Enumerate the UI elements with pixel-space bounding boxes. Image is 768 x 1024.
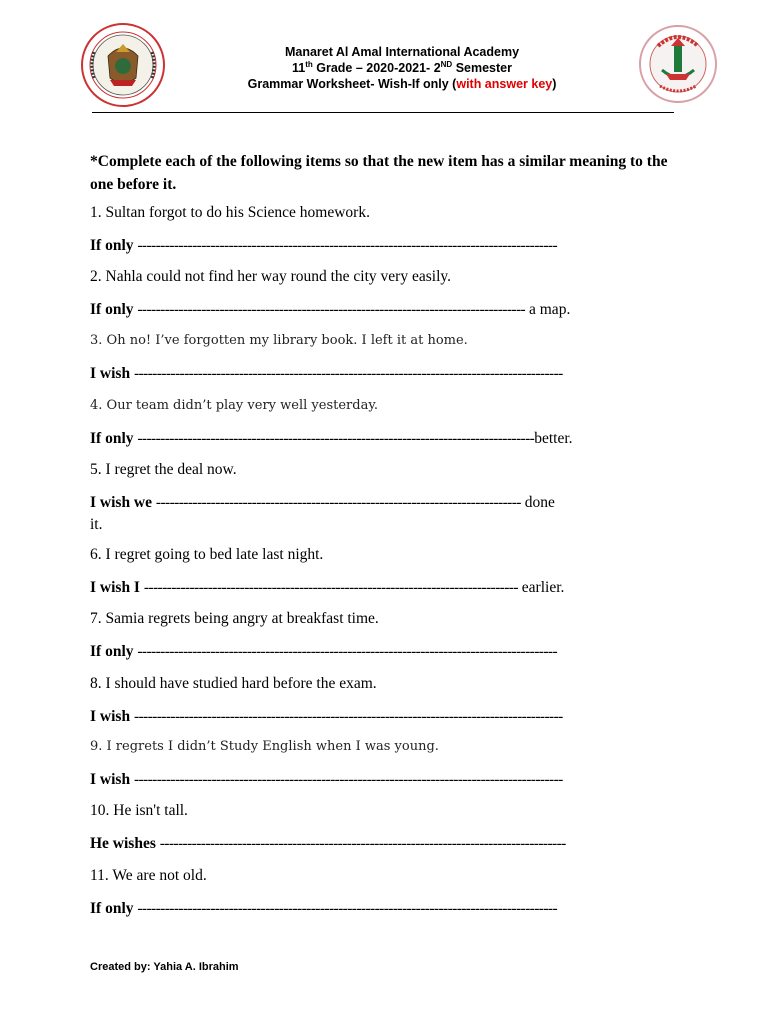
worksheet-title: Grammar Worksheet- Wish-If only (with answer key) [247,77,557,91]
question-sentence: 8. I should have studied hard before the exam. [90,675,377,692]
header-divider [92,112,674,113]
question-sentence: 11. We are not old. [90,867,207,884]
answer-line [90,898,680,920]
answer-wrap: it. [90,516,103,533]
grade-line: 11th Grade – 2020-2021- 2ND Semester [292,59,512,75]
instruction-text: *Complete each of the following items so that the new item has a similar meaning to the one before it. [90,153,668,193]
answer-blank[interactable]: ---------------------------------------------------------------------------------------------- [133,708,563,725]
header-title-block [170,44,634,92]
answer-lead-word: He wishes [90,835,156,852]
answer-blank[interactable]: -------------------------------------------------------------------------------------------- [137,643,558,660]
answer-blank[interactable]: ---------------------------------------------------------------------------------------------- [133,771,563,788]
answer-line [90,641,680,663]
answer-lead-word: I wish [90,365,131,382]
page-header [0,0,768,120]
answer-lead-word: If only [90,301,134,318]
question-sentence: 3. Oh no! I’ve forgotten my library book. I left it at home. [90,333,468,348]
answer-lead-word: If only [90,643,134,660]
answer-blank[interactable]: -------------------------------------------------------------------------------------------- [137,900,558,917]
answer-blank[interactable]: --------------------------------------------------------------------------------------- [137,430,535,447]
jordan-emblem-logo [80,22,166,108]
answer-lead-word: If only [90,900,134,917]
answer-tail: a map. [525,301,571,318]
answer-line [90,235,680,257]
answer-blank[interactable]: ----------------------------------------------------------------------------------------- [159,835,566,852]
answer-lead-word: I wish [90,771,131,788]
answer-blank[interactable]: ---------------------------------------------------------------------------------- [143,579,518,596]
answer-blank[interactable]: -------------------------------------------------------------------------------------------- [137,237,558,254]
question-sentence: 9. I regrets I didn’t Study English when I was young. [90,739,439,754]
answer-lead-word: If only [90,237,134,254]
answer-tail: done [520,494,555,511]
answer-lead-word: If only [90,430,134,447]
question-sentence: 6. I regret going to bed late last night. [90,546,324,563]
answer-tail: earlier. [517,579,565,596]
answer-lead-word: I wish we [90,494,153,511]
question-sentence: 10. He isn't tall. [90,802,188,819]
question-sentence: 4. Our team didn’t play very well yesterday. [90,398,379,413]
answer-blank[interactable]: ------------------------------------------------------------------------------------- [137,301,526,318]
question-sentence: 1. Sultan forgot to do his Science homework. [90,204,370,221]
answer-line [90,363,680,385]
answer-key-label: with answer key [456,77,553,91]
answer-line [90,428,680,450]
answer-line [90,577,680,599]
answer-blank[interactable]: ---------------------------------------------------------------------------------------------- [133,365,563,382]
school-name: Manaret Al Amal International Academy [284,45,520,59]
question-sentence: 7. Samia regrets being angry at breakfast time. [90,610,379,627]
answer-line [90,833,680,855]
question-sentence: 2. Nahla could not find her way round the city very easily. [90,268,451,285]
creator-credit: Created by: Yahia A. Ibrahim [90,961,239,973]
answer-line [90,769,680,791]
answer-line [90,299,680,321]
answer-lead-word: I wish [90,708,131,725]
answer-line [90,492,680,514]
question-sentence: 5. I regret the deal now. [90,461,237,478]
answer-line [90,706,680,728]
answer-lead-word: I wish I [90,579,140,596]
answer-blank[interactable]: -------------------------------------------------------------------------------- [155,494,521,511]
academy-logo [638,24,718,104]
answer-tail: better. [534,430,573,447]
